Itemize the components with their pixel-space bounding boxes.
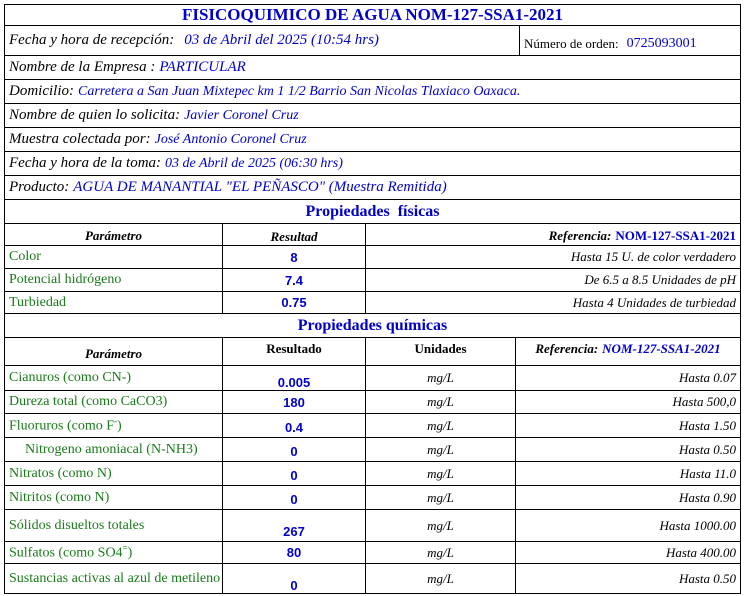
- chemical-header-row: [4, 338, 741, 366]
- units-value: mg/L: [427, 544, 454, 560]
- table-row: [4, 510, 741, 542]
- param-name: Fluoruros (como F-): [9, 416, 122, 434]
- reference-value: Hasta 400.00: [665, 544, 736, 560]
- units-value: mg/L: [427, 417, 454, 433]
- report-title: FISICOQUIMICO DE AGUA NOM-127-SSA1-2021: [181, 5, 564, 24]
- result-value: 8: [290, 249, 298, 265]
- result-value: 0.75: [281, 295, 307, 310]
- table-row: [4, 486, 741, 510]
- reference-value: Hasta 0.07: [678, 370, 736, 385]
- units-value: mg/L: [427, 394, 454, 409]
- units-value: mg/L: [427, 517, 454, 533]
- table-row: [4, 269, 741, 292]
- param-name: Dureza total (como CaCO3): [9, 394, 168, 409]
- table-row: [4, 391, 741, 414]
- reference-value: Hasta 1.50: [678, 417, 736, 433]
- result-value: 0: [290, 492, 298, 507]
- table-row: [4, 438, 741, 462]
- result-value: 0: [290, 578, 298, 593]
- table-row: [4, 414, 741, 438]
- param-name: Nitrogeno amoniacal (N-NH3): [25, 441, 198, 457]
- units-value: mg/L: [427, 370, 454, 385]
- param-name: Turbiedad: [9, 294, 67, 310]
- table-row: [4, 292, 741, 314]
- address-row: [4, 80, 741, 104]
- reference-value: Hasta 0.90: [678, 489, 736, 505]
- result-value: 80: [286, 545, 302, 560]
- reference-value: Hasta 500,0: [672, 394, 736, 409]
- physical-ref-label: Referencia:: [548, 228, 612, 243]
- collector-value: José Antonio Coronel Cruz: [154, 131, 307, 147]
- product-label: Producto:: [9, 179, 70, 195]
- sampling-value: 03 de Abril de 2025 (06:30 hrs): [165, 155, 343, 171]
- param-name: Sólidos disueltos totales: [9, 517, 145, 533]
- reference-value: De 6.5 a 8.5 Unidades de pH: [584, 272, 736, 287]
- result-value: 7.4: [284, 272, 304, 288]
- sampling-label: Fecha y hora de la toma:: [9, 155, 162, 171]
- result-value: 180: [283, 394, 305, 410]
- result-value: 0.4: [284, 420, 304, 435]
- reference-value: Hasta 15 U. de color verdadero: [570, 249, 736, 264]
- chemical-param-header: Parámetro: [84, 346, 143, 361]
- table-row: [4, 246, 741, 269]
- units-value: mg/L: [427, 489, 454, 505]
- order-number: 0725093001: [626, 36, 697, 51]
- sampling-row: [4, 152, 741, 176]
- order-label: Número de orden:: [524, 36, 619, 51]
- physical-param-header: Parámetro: [84, 228, 143, 243]
- chemical-ref-label: Referencia:: [535, 341, 599, 356]
- units-value: mg/L: [427, 441, 454, 457]
- table-row: [4, 564, 741, 594]
- param-name: Nitritos (como N): [9, 489, 110, 505]
- reference-value: Hasta 11.0: [679, 465, 736, 481]
- physical-header-row: [4, 224, 741, 246]
- physical-section-row: [4, 200, 741, 224]
- company-row: [4, 56, 741, 80]
- company-value: PARTICULAR: [159, 59, 246, 75]
- param-name: Color: [9, 249, 41, 264]
- address-label: Domicilio:: [9, 83, 74, 99]
- reception-label: Fecha y hora de recepción:: [9, 32, 175, 48]
- table-row: [4, 366, 741, 391]
- requester-row: [4, 104, 741, 128]
- chemical-result-header: Resultado: [266, 341, 322, 356]
- product-row: [4, 176, 741, 200]
- reference-value: Hasta 1000.00: [659, 517, 736, 533]
- result-value: 0.005: [277, 374, 311, 390]
- chemical-section-row: [4, 314, 741, 338]
- chemical-ref-value: NOM-127-SSA1-2021: [602, 341, 721, 356]
- units-value: mg/L: [427, 570, 454, 586]
- param-name: Sulfatos (como SO4=): [9, 543, 133, 561]
- param-name: Nitratos (como N): [9, 465, 112, 481]
- address-value: Carretera a San Juan Mixtepec km 1 1/2 Barrio San Nicolas Tlaxiaco Oaxaca.: [78, 83, 521, 99]
- physical-result-header: Resultad: [270, 229, 318, 244]
- reference-value: Hasta 0.50: [678, 441, 736, 457]
- result-value: 0: [290, 444, 298, 459]
- chemical-units-header: Unidades: [414, 341, 467, 356]
- reception-value: 03 de Abril del 2025 (10:54 hrs): [184, 32, 379, 48]
- requester-label: Nombre de quien lo solicita:: [9, 107, 181, 123]
- chemical-section-title: Propiedades químicas: [297, 316, 448, 334]
- reception-row: [4, 26, 741, 56]
- reference-value: Hasta 0.50: [678, 570, 736, 586]
- result-value: 267: [283, 524, 305, 539]
- title-row: [4, 4, 741, 26]
- param-name: Cianuros (como CN-): [9, 370, 132, 385]
- param-name: Sustancias activas al azul de metileno: [9, 571, 221, 586]
- analysis-report: [4, 4, 741, 592]
- reference-value: Hasta 4 Unidades de turbiedad: [572, 294, 736, 310]
- table-row: [4, 542, 741, 564]
- product-value: AGUA DE MANANTIAL "EL PEÑASCO" (Muestra Remitida): [73, 179, 447, 195]
- requester-value: Javier Coronel Cruz: [184, 107, 299, 123]
- collector-row: [4, 128, 741, 152]
- company-label: Nombre de la Empresa :: [9, 59, 156, 75]
- table-row: [4, 462, 741, 486]
- physical-section-title: Propiedades físicas: [305, 202, 440, 220]
- result-value: 0: [290, 468, 298, 483]
- collector-label: Muestra colectada por:: [9, 131, 151, 147]
- param-name: Potencial hidrógeno: [9, 272, 122, 287]
- physical-ref-value: NOM-127-SSA1-2021: [615, 228, 736, 243]
- units-value: mg/L: [427, 465, 454, 481]
